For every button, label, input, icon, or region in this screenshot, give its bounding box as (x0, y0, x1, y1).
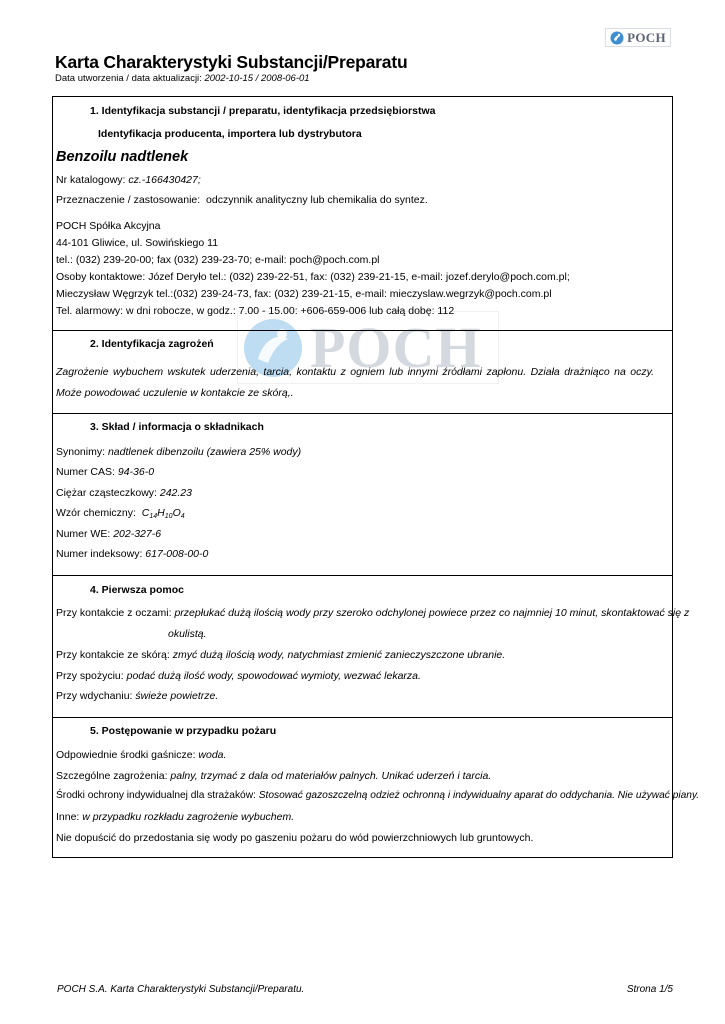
section-3-heading: 3. Skład / informacja o składnikach (90, 421, 264, 433)
index-number: Numer indeksowy: 617-008-00-0 (56, 548, 209, 560)
other-info: Inne: w przypadku rozkładu zagrożenie wybuchem. (56, 811, 295, 823)
catalog-value: cz.-166430427; (128, 174, 201, 186)
poch-logo-text: POCH (627, 29, 666, 45)
date-value: 2002-10-15 / 2008-06-01 (204, 73, 310, 84)
document-frame (52, 96, 700, 858)
first-aid-ingestion: Przy spożyciu: podać dużą ilość wody, spowodować wymioty, wezwać lekarza. (56, 670, 421, 682)
section-divider (53, 413, 672, 414)
section-divider (53, 575, 672, 576)
section-1-subheading: Identyfikacja producenta, importera lub dystrybutora (98, 128, 362, 140)
company-line: Tel. alarmowy: w dni robocze, w godz.: 7.00 - 15.00: +606-659-006 lub całą dobę: 112 (56, 305, 455, 317)
company-line: POCH Spółka Akcyjna (56, 220, 161, 232)
footer-document-name: POCH S.A. Karta Charakterystyki Substancji/Preparatu. (57, 984, 305, 995)
cas-number: Numer CAS: 94-36-0 (56, 466, 155, 478)
section-4-heading: 4. Pierwsza pomoc (90, 584, 184, 596)
product-name: Benzoilu nadtlenek (56, 149, 189, 165)
catalog-number (56, 174, 201, 186)
catalog-label: Nr katalogowy: (56, 174, 126, 186)
use-label: Przeznaczenie / zastosowanie: (56, 194, 201, 206)
section-5-heading: 5. Postępowanie w przypadku pożaru (90, 725, 277, 737)
first-aid-eyes-cont: okulistą. (168, 628, 207, 640)
footer-page-number: Strona 1/5 (626, 984, 673, 995)
use-value: odczynnik analityczny lub chemikalia do syntez. (206, 194, 428, 206)
first-aid-inhalation: Przy wdychaniu: świeże powietrze. (56, 690, 219, 702)
poch-logo (605, 28, 671, 47)
synonyms: Synonimy: nadtlenek dibenzoilu (zawiera 25% wody) (56, 446, 302, 458)
section-2-heading: 2. Identyfikacja zagrożeń (90, 338, 214, 350)
molecular-weight: Ciężar cząsteczkowy: 242.23 (56, 487, 192, 499)
water-runoff-note: Nie dopuścić do przedostania się wody po gaszeniu pożaru do wód powierzchniowych lub gruntowych. (56, 832, 534, 844)
hazard-text: Zagrożenie wybuchem wskutek uderzenia, tarcia, kontaktu z ogniem lub innymi źródłami zapłonu. Działa drażniąco na oczy. Może powodować uczulenie w kontakcie ze skórą,. (56, 366, 654, 399)
we-number: Numer WE: 202-327-6 (56, 528, 162, 540)
chemical-formula: Wzór chemiczny: $C_{14}H_{10}O_4$ (56, 507, 185, 520)
date-line (55, 73, 310, 84)
formula-value: $C_{14}H_{10}O_4$ (141, 507, 185, 520)
section-divider (53, 330, 672, 331)
special-hazards: Szczególne zagrożenia: palny, trzymać z dala od materiałów palnych. Unikać uderzeń i tarcia. (56, 770, 492, 782)
first-aid-skin: Przy kontakcie ze skórą: zmyć dużą ilością wody, natychmiast zmienić zanieczyszczone ubranie. (56, 649, 506, 661)
date-label: Data utworzenia / data aktualizacji: (55, 73, 202, 84)
intended-use (56, 194, 428, 206)
extinguishing-media: Odpowiednie środki gaśnicze: woda. (56, 749, 227, 761)
company-line: tel.: (032) 239-20-00; fax (032) 239-23-70; e-mail: poch@poch.com.pl (56, 254, 380, 266)
section-1-heading: 1. Identyfikacja substancji / preparatu, identyfikacja przedsiębiorstwa (90, 105, 436, 117)
poch-watermark-text: POCH (310, 315, 482, 380)
section-divider (53, 717, 672, 718)
first-aid-eyes: Przy kontakcie z oczami: przepłukać dużą ilością wody przy szeroko odchylonej powiece przez co najmniej 10 minut, skontaktować się z (56, 607, 690, 619)
company-line: Osoby kontaktowe: Józef Deryło tel.: (032) 239-22-51, fax: (032) 239-21-15, e-mail: jozef.derylo@poch.com.pl; (56, 271, 570, 283)
company-line: Mieczysław Węgrzyk tel.:(032) 239-24-73, fax: (032) 239-21-15, e-mail: mieczyslaw.wegrzyk@poch.com.pl (56, 288, 552, 300)
firefighter-ppe: Środki ochrony indywidualnej dla strażaków: Stosować gazoszczelną odzież ochronną i indywidualny aparat do oddychania. Nie używać piany. (56, 790, 700, 801)
company-line: 44-101 Gliwice, ul. Sowińskiego 11 (56, 237, 219, 249)
page-title: Karta Charakterystyki Substancji/Preparatu (55, 52, 408, 72)
poch-logo-icon (610, 31, 624, 45)
